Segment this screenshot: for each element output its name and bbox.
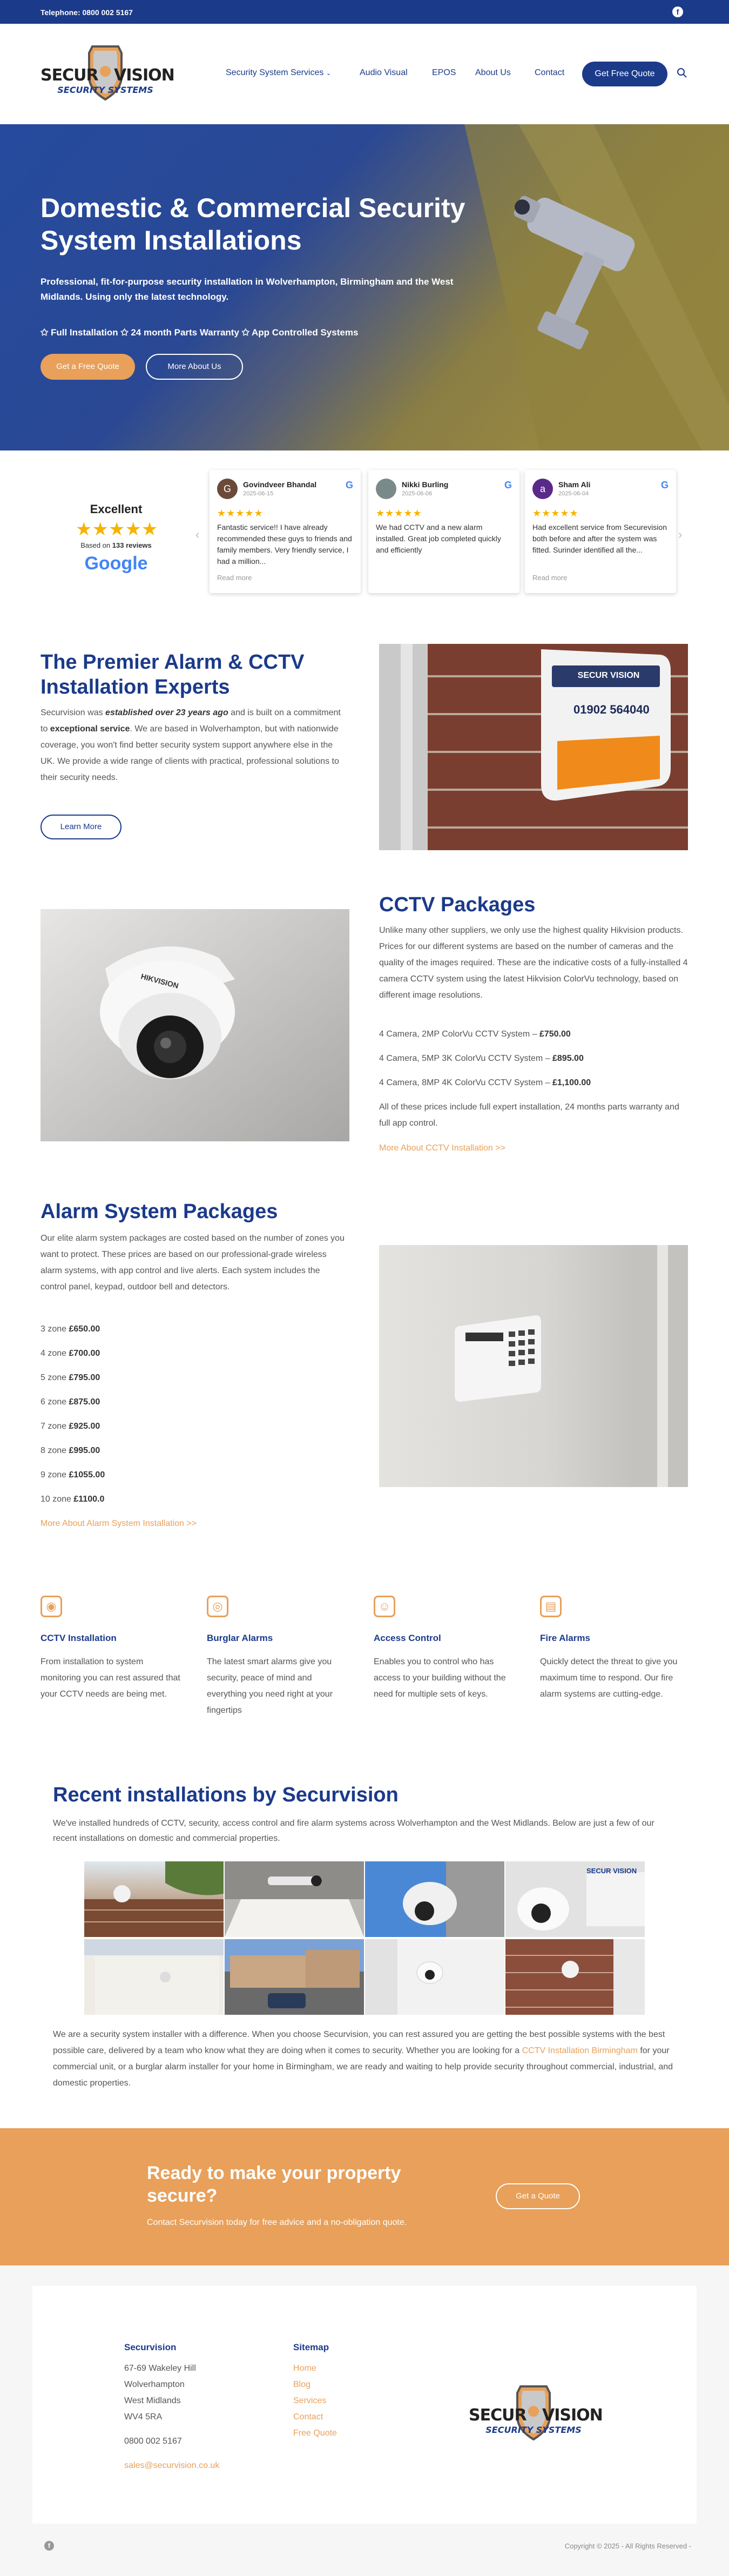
van-label: SECUR VISION	[586, 1867, 637, 1875]
review-card	[210, 470, 361, 593]
gallery-image[interactable]	[84, 1939, 224, 2015]
footer-email[interactable]: sales@securvision.co.uk	[124, 2461, 220, 2470]
nav-item-audio-visual[interactable]: Audio Visual	[360, 68, 408, 77]
service-title: Burglar Alarms	[207, 1633, 273, 1643]
alarm-packages-title: Alarm System Packages	[40, 1200, 278, 1223]
reviews-count: 133 reviews	[112, 541, 152, 550]
hero-subtitle: Professional, fit-for-purpose security installation in Wolverhampton, Birmingham and the West Midlands. Using only the latest technology.	[40, 277, 454, 302]
service-card-access-control	[374, 1596, 525, 1720]
top-bar	[0, 0, 729, 24]
review-text: Fantastic service!! I have already recommended these guys to friends and family members. Very friendly service, I had a million...	[217, 523, 352, 566]
reviews-summary	[76, 500, 157, 575]
reviews-based-on: Based on	[80, 541, 111, 550]
recent-installations-outro: We are a security system installer with a difference. When you choose Securvision, you can rest assured you are getting the best possible systems with the best possible care, delivered by a team who know what they are doing when it comes to security. Whether you are looking for a CCTV Installation Birmingham for your commercial unit, or a burglar alarm installer for your home in Birmingham, we are ready and waiting to help provide security throughout commercial, industrial, and domestic properties.	[53, 2030, 673, 2088]
logo-tagline: SECURITY SYSTEMS	[57, 85, 153, 95]
telephone-text[interactable]: Telephone: 0800 002 5167	[40, 8, 133, 17]
footer-sitemap	[293, 2360, 337, 2442]
reviews-rating-word: Excellent	[90, 502, 143, 516]
google-icon: G	[345, 480, 353, 490]
footer-heading-sitemap: Sitemap	[293, 2342, 329, 2352]
alarm-box-label: SECUR VISION	[577, 671, 640, 680]
site-logo[interactable]	[40, 43, 174, 103]
reviewer-name: Nikki Burling	[402, 480, 449, 489]
alarm-box-phone: 01902 564040	[573, 703, 650, 716]
nav-item-about-us[interactable]: About Us	[475, 68, 511, 77]
review-card	[525, 470, 676, 593]
reviews-summary-stars: ★★★★★	[76, 519, 158, 540]
nav-item-epos[interactable]: EPOS	[432, 68, 456, 77]
footer-panel	[32, 2286, 697, 2524]
recent-installations-title: Recent installations by Securvision	[53, 1784, 399, 1806]
service-title: Fire Alarms	[540, 1633, 590, 1643]
alarm-box-photo	[379, 644, 688, 850]
service-card-cctv	[40, 1596, 192, 1720]
gallery-image[interactable]	[365, 1939, 504, 2015]
read-more-link[interactable]: Read more	[217, 574, 252, 582]
gallery-image[interactable]	[84, 1861, 224, 1937]
cta-get-quote-button[interactable]: Get a Quote	[496, 2183, 580, 2209]
premier-title: The Premier Alarm & CCTV Installation Experts	[40, 651, 305, 698]
logo-tagline: SECURITY SYSTEMS	[485, 2425, 582, 2435]
review-stars: ★★★★★	[532, 508, 579, 519]
hero-free-quote-button[interactable]: Get a Free Quote	[40, 354, 135, 380]
fire-alarm-icon: ▤	[540, 1596, 562, 1617]
hero-section	[0, 124, 729, 450]
cctv-packages-note: All of these prices include full expert installation, 24 months parts warranty and full app control.	[379, 1102, 679, 1128]
alarm-zone-item: 8 zone £995.00	[40, 1446, 100, 1455]
footer-address: 67-69 Wakeley Hill Wolverhampton West Midlands WV4 5RA	[124, 2364, 196, 2422]
gallery-image[interactable]	[225, 1861, 364, 1937]
reviews-next-arrow[interactable]: ›	[678, 528, 683, 541]
cctv-package-item: 4 Camera, 2MP ColorVu CCTV System – £750.00	[379, 1030, 571, 1039]
review-text: Had excellent service from Securevision both before and after the system was fitted. Surinder identified all the...	[532, 523, 667, 554]
reviewer-avatar	[376, 479, 396, 499]
cta-section	[0, 2128, 729, 2265]
sitemap-link-home[interactable]: Home	[293, 2364, 316, 2373]
logo-text-secur: SECUR	[40, 66, 98, 85]
reviewer-name: Govindveer Bhandal	[243, 480, 317, 489]
read-more-link[interactable]: Read more	[532, 574, 568, 582]
search-icon[interactable]	[676, 67, 688, 79]
chevron-down-icon: ⌄	[326, 70, 332, 77]
premier-text: Securvision was established over 23 years ago and is built on a commitment to exceptional service. We are based in Wolverhampton, but with nationwide coverage, you won't find better security system support anywhere else in the UK. We provide a wide range of clients with practical, professional solutions to their security needs.	[40, 708, 341, 782]
service-text: The latest smart alarms give you security, peace of mind and everything you need right at your fingertips	[207, 1657, 333, 1715]
logo-text-secur: SECUR	[469, 2406, 526, 2425]
sitemap-link-blog[interactable]: Blog	[293, 2380, 311, 2389]
alarm-zone-item: 9 zone £1055.00	[40, 1470, 105, 1479]
reviewer-name: Sham Ali	[558, 480, 591, 489]
cctv-package-item: 4 Camera, 8MP 4K ColorVu CCTV System – £1,100.00	[379, 1078, 591, 1087]
alarm-keypad-photo	[379, 1245, 688, 1487]
cta-text: Contact Securvision today for free advice and a no-obligation quote.	[147, 2218, 407, 2227]
logo-text-vision: VISION	[114, 66, 174, 85]
nav-item-services[interactable]: Security System Services ⌄	[226, 68, 332, 77]
cctv-icon: ◉	[40, 1596, 62, 1617]
service-text: Enables you to control who has access to your building without the need for multiple sets of keys.	[374, 1657, 506, 1699]
cctv-packages-intro: Unlike many other suppliers, we only use the highest quality Hikvision products. Prices for our different systems are based on the number of cameras and the quality of the images required. These are the indicative costs of a fully-installed 4 camera CCTV system using the latest Hikvision ColorVu technology, based on different image resolutions.	[379, 926, 688, 1000]
nav-item-contact[interactable]: Contact	[535, 68, 565, 77]
review-stars: ★★★★★	[217, 508, 264, 519]
cctv-camera-photo	[40, 909, 349, 1141]
alarm-icon: ◎	[207, 1596, 228, 1617]
review-date: 2025-06-06	[402, 490, 433, 497]
review-card	[368, 470, 519, 593]
hero-title: Domestic & Commercial Security System Installations	[40, 193, 465, 255]
facebook-icon[interactable]: f	[672, 6, 683, 17]
site-footer	[0, 2265, 729, 2576]
copyright-text: Copyright © 2025 - All Rights Reserved -	[564, 2542, 691, 2550]
alarm-zone-item: 10 zone £1100.0	[40, 1495, 105, 1504]
alarm-zone-item: 6 zone £875.00	[40, 1397, 100, 1407]
camera-brand-text: HIKVISION	[140, 972, 180, 990]
service-text: From installation to system monitoring you can rest assured that your CCTV needs are being met.	[40, 1657, 180, 1699]
sitemap-link-contact[interactable]: Contact	[293, 2412, 323, 2422]
cctv-more-link[interactable]: More About CCTV Installation >>	[379, 1144, 505, 1153]
footer-phone[interactable]: 0800 002 5167	[124, 2437, 182, 2446]
reviewer-avatar: a	[532, 479, 553, 499]
logo-text-vision: VISION	[542, 2406, 603, 2425]
cctv-package-item: 4 Camera, 5MP 3K ColorVu CCTV System – £895.00	[379, 1054, 584, 1063]
gallery-image[interactable]	[505, 1939, 645, 2015]
alarm-zone-item: 3 zone £650.00	[40, 1324, 100, 1334]
gallery-image[interactable]	[505, 1861, 645, 1937]
service-card-fire-alarms	[540, 1596, 691, 1720]
footer-logo[interactable]	[469, 2383, 603, 2443]
cta-title: Ready to make your property secure?	[147, 2163, 401, 2206]
gallery-image[interactable]	[365, 1861, 504, 1937]
access-control-icon: ☺	[374, 1596, 395, 1617]
cctv-packages-title: CCTV Packages	[379, 893, 536, 916]
review-date: 2025-06-04	[558, 490, 589, 497]
get-free-quote-button[interactable]: Get Free Quote	[582, 62, 667, 86]
google-logo: Google	[84, 553, 148, 574]
site-header	[0, 24, 729, 124]
footer-heading-company: Securvision	[124, 2342, 177, 2352]
service-card-burglar-alarms	[207, 1596, 358, 1720]
learn-more-button[interactable]: Learn More	[40, 815, 122, 839]
review-stars: ★★★★★	[376, 508, 422, 519]
reviews-prev-arrow[interactable]: ‹	[195, 528, 200, 541]
alarm-more-link[interactable]: More About Alarm System Installation >>	[40, 1519, 197, 1528]
recent-installations-intro: We've installed hundreds of CCTV, security, access control and fire alarm systems across Wolverhampton and the West Midlands. Below are just a few of our recent installations on domestic and commercial properties.	[53, 1819, 654, 1843]
service-title: Access Control	[374, 1633, 441, 1643]
alarm-zone-item: 4 zone £700.00	[40, 1349, 100, 1358]
alarm-zone-item: 7 zone £925.00	[40, 1422, 100, 1431]
cctv-birmingham-link[interactable]: CCTV Installation Birmingham	[522, 2046, 638, 2055]
alarm-packages-intro: Our elite alarm system packages are costed based on the number of zones you want to protect. These prices are based on our professional-grade wireless alarm systems, with app control and live alerts. Each system includes the control panel, keypad, outdoor bell and detectors.	[40, 1234, 345, 1292]
review-text: We had CCTV and a new alarm installed. Great job completed quickly and efficiently	[376, 523, 501, 554]
facebook-icon[interactable]: f	[44, 2541, 54, 2551]
service-text: Quickly detect the threat to give you maximum time to respond. Our fire alarm systems are cutting-edge.	[540, 1657, 678, 1699]
alarm-zone-list	[40, 1317, 202, 1511]
service-title: CCTV Installation	[40, 1633, 117, 1643]
hero-about-us-button[interactable]: More About Us	[146, 354, 243, 380]
google-icon: G	[660, 480, 669, 490]
reviewer-avatar: G	[217, 479, 238, 499]
hero-features: ✩ Full Installation ✩ 24 month Parts Warranty ✩ App Controlled Systems	[40, 327, 359, 338]
sitemap-link-services[interactable]: Services	[293, 2396, 327, 2405]
google-icon: G	[504, 480, 512, 490]
gallery-image[interactable]	[225, 1939, 364, 2015]
review-date: 2025-06-15	[243, 490, 274, 497]
alarm-zone-item: 5 zone £795.00	[40, 1373, 100, 1382]
sitemap-link-free-quote[interactable]: Free Quote	[293, 2429, 337, 2438]
